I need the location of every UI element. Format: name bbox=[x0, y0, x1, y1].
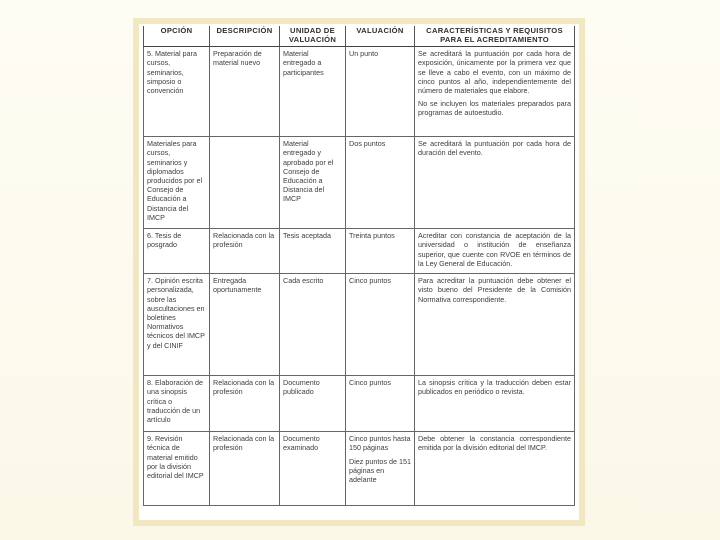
document-frame bbox=[133, 18, 585, 526]
cell-descripcion: Relacionada con la profesión bbox=[210, 432, 280, 506]
valuacion-text: Cinco puntos hasta 150 páginas bbox=[349, 434, 411, 453]
cell-valuacion bbox=[346, 432, 415, 506]
cell-descripcion: Relacionada con la profesión bbox=[210, 229, 280, 274]
cell-valuacion: Treinta puntos bbox=[346, 229, 415, 274]
table-row bbox=[144, 274, 575, 376]
cell-opcion: 7. Opinión escrita personalizada, sobre las auscultaciones en boletines Normativos técnicos del IMCP y del CINIF bbox=[144, 274, 210, 376]
header-unidad: UNIDAD DE VALUACIÓN bbox=[280, 26, 346, 47]
header-valuacion: VALUACIÓN bbox=[346, 26, 415, 47]
cell-unidad: Cada escrito bbox=[280, 274, 346, 376]
document-page bbox=[139, 24, 579, 520]
table-row bbox=[144, 137, 575, 229]
cell-descripcion: Relacionada con la profesión bbox=[210, 376, 280, 432]
header-caracteristicas: CARACTERÍSTICAS Y REQUISITOS PARA EL ACREDITAMIENTO bbox=[415, 26, 575, 47]
table-row bbox=[144, 376, 575, 432]
header-opcion: OPCIÓN bbox=[144, 26, 210, 47]
cell-opcion: 6. Tesis de posgrado bbox=[144, 229, 210, 274]
cell-caracteristicas: Se acreditará la puntuación por cada hora de duración del evento. bbox=[415, 137, 575, 229]
cell-unidad: Documento examinado bbox=[280, 432, 346, 506]
cell-unidad: Material entregado y aprobado por el Consejo de Educación a Distancia del IMCP bbox=[280, 137, 346, 229]
cell-valuacion: Dos puntos bbox=[346, 137, 415, 229]
cell-unidad: Material entregado a participantes bbox=[280, 47, 346, 137]
cell-caracteristicas bbox=[415, 47, 575, 137]
cell-descripcion: Preparación de material nuevo bbox=[210, 47, 280, 137]
cell-caracteristicas: Para acreditar la puntuación debe obtener el visto bueno del Presidente de la Comisión Normativa correspondiente. bbox=[415, 274, 575, 376]
caracteristicas-note: No se incluyen los materiales preparados para programas de autoestudio. bbox=[418, 99, 571, 118]
cell-opcion: 9. Revisión técnica de material emitido por la división editorial del IMCP bbox=[144, 432, 210, 506]
cell-valuacion: Cinco puntos bbox=[346, 376, 415, 432]
cell-descripcion: Entregada oportunamente bbox=[210, 274, 280, 376]
cell-opcion: 5. Material para cursos, seminarios, simposio o convención bbox=[144, 47, 210, 137]
table-header-row bbox=[144, 26, 575, 47]
cell-descripcion bbox=[210, 137, 280, 229]
cell-unidad: Tesis aceptada bbox=[280, 229, 346, 274]
cell-unidad: Documento publicado bbox=[280, 376, 346, 432]
cell-opcion: Materiales para cursos, seminarios y diplomados producidos por el Consejo de Educación a Distancia del IMCP bbox=[144, 137, 210, 229]
header-descripcion: DESCRIPCIÓN bbox=[210, 26, 280, 47]
cell-valuacion: Un punto bbox=[346, 47, 415, 137]
cell-opcion: 8. Elaboración de una sinopsis crítica o traducción de un artículo bbox=[144, 376, 210, 432]
cell-caracteristicas: La sinopsis crítica y la traducción deben estar publicados en periódico o revista. bbox=[415, 376, 575, 432]
cell-caracteristicas: Debe obtener la constancia correspondiente emitida por la división editorial del IMCP. bbox=[415, 432, 575, 506]
table-row bbox=[144, 432, 575, 506]
cell-valuacion: Cinco puntos bbox=[346, 274, 415, 376]
valuacion-note: Diez puntos de 151 páginas en adelante bbox=[349, 456, 411, 484]
cell-caracteristicas: Acreditar con constancia de aceptación de la universidad o institución de enseñanza superior, que cuente con RVOE en términos de la Ley General de Educación. bbox=[415, 229, 575, 274]
caracteristicas-text: Se acreditará la puntuación por cada hora de exposición, únicamente por la primera vez que se lleve a cabo el evento, con un máximo de cinco puntos al año, independientemente del número de materiales que elabore. bbox=[418, 49, 571, 95]
accreditation-table bbox=[143, 26, 575, 506]
table-row bbox=[144, 229, 575, 274]
table-row bbox=[144, 47, 575, 137]
